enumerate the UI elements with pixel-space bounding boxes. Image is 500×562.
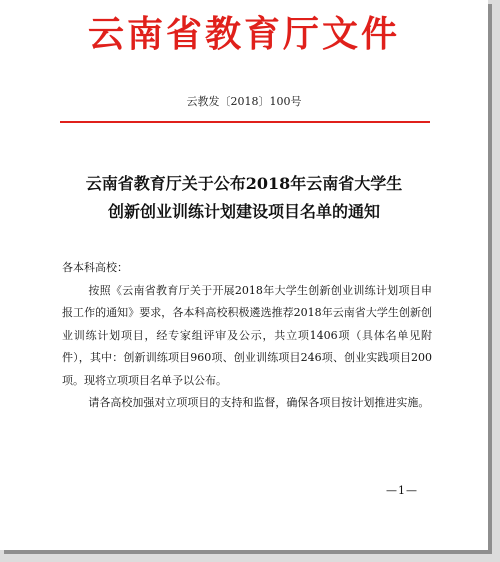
body-paragraph-2: 请各高校加强对立项项目的支持和监督，确保各项目按计划推进实施。 — [88, 396, 430, 409]
red-separator-line — [60, 121, 430, 123]
document-number: 云教发〔2018〕100号 — [186, 95, 302, 108]
body-paragraph-1: 按照《云南省教育厅关于开展2018年大学生创新创业训练计划项目申报工作的通知》要求，各本科高校积极遴选推荐2018年云南省大学生创新创业训练计划项目，经专家组评审及公示，共立项1406项（具体名单见附件），其中：创新训练项目960项、创业训练项目246项、创业实践项目200项。现将立项项目名单予以公布。 — [62, 283, 432, 387]
notice-title — [0, 170, 488, 226]
notice-body — [62, 257, 432, 415]
notice-title-line-1: 云南省教育厅关于公布2018年云南省大学生 — [85, 174, 403, 193]
letterhead-title: 云南省教育厅文件 — [87, 13, 400, 55]
page-number: —1— — [386, 484, 418, 497]
notice-title-line-2: 创新创业训练计划建设项目名单的通知 — [107, 202, 380, 221]
salutation: 各本科高校： — [62, 261, 128, 274]
